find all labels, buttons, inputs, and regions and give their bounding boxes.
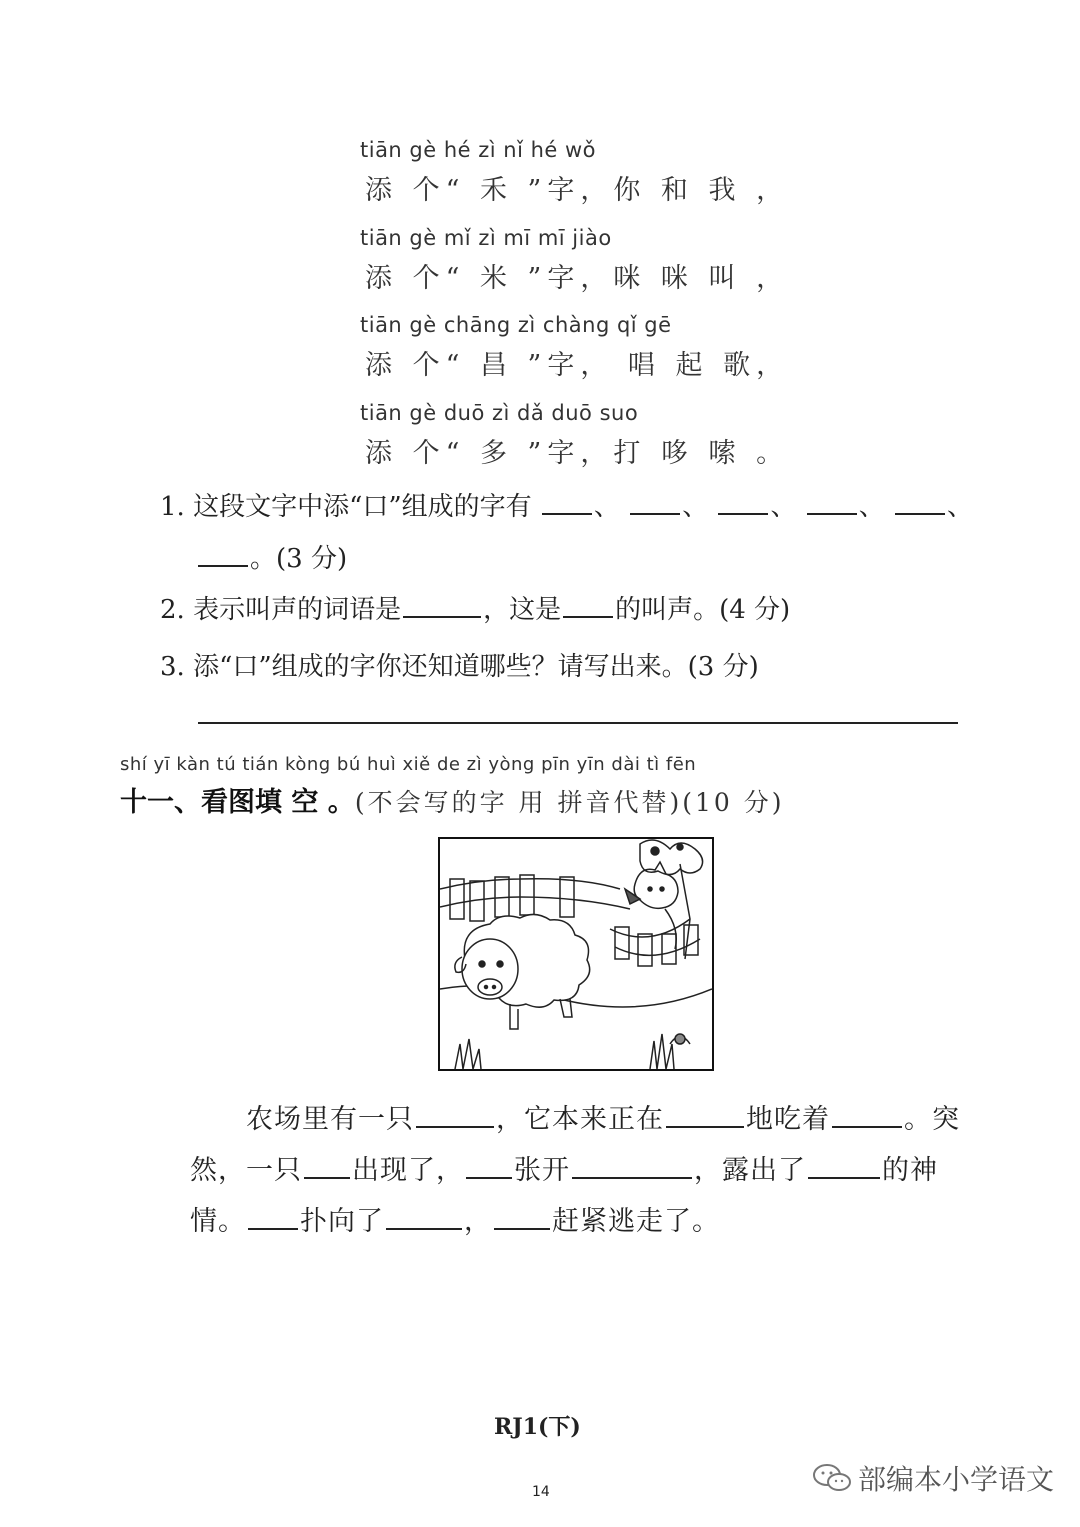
poem-line-4-text: 添 个“ 多 ”字，打 哆 嗦 。 — [365, 438, 790, 469]
answer-blank[interactable] — [572, 1153, 692, 1179]
illustration-svg — [440, 839, 712, 1069]
answer-blank[interactable] — [630, 489, 680, 515]
answer-blank[interactable] — [807, 489, 857, 515]
question-2-text: 2. 表示叫声的词语是 — [160, 595, 402, 625]
question-1-text: 1. 这段文字中添“口”组成的字有 — [160, 492, 532, 522]
question-1-cont — [196, 538, 347, 575]
separator: 、 — [593, 492, 620, 522]
answer-blank[interactable] — [494, 1204, 550, 1230]
paragraph-text: 的神 — [882, 1155, 938, 1186]
poem-line-3-text: 添 个“ 昌 ”字， 唱 起 歌， — [365, 350, 790, 381]
question-1 — [160, 486, 973, 523]
poem-line-3-pinyin: tiān gè chāng zì chàng qǐ gē — [360, 313, 672, 337]
section-11-title: 十一、看图填 空 。 — [120, 787, 355, 818]
separator: 、 — [947, 492, 974, 522]
paragraph-text: 赶紧逃走了。 — [552, 1206, 720, 1237]
answer-blank[interactable] — [386, 1204, 462, 1230]
paragraph-text: 出现了， — [352, 1155, 464, 1186]
separator: 、 — [858, 492, 885, 522]
paragraph-text: 农场里有一只 — [246, 1104, 414, 1135]
section-11-pinyin: shí yī kàn tú tián kòng bú huì xiě de zì yòng pīn yīn dài tì fēn — [120, 754, 697, 775]
answer-blank[interactable] — [718, 489, 768, 515]
answer-blank[interactable] — [666, 1102, 744, 1128]
paragraph-text: 扑向了 — [300, 1206, 384, 1237]
paragraph-text: 情。 — [190, 1206, 246, 1237]
answer-blank[interactable] — [248, 1204, 298, 1230]
answer-blank[interactable] — [895, 489, 945, 515]
question-2 — [160, 589, 790, 626]
poem-line-4-pinyin: tiān gè duō zì dǎ duō suo — [360, 401, 639, 425]
question-3: 3. 添“口”组成的字你还知道哪些？请写出来。(3 分) — [160, 652, 759, 682]
poem-line-1-pinyin: tiān gè hé zì nǐ hé wǒ — [360, 138, 597, 162]
separator: 、 — [682, 492, 709, 522]
answer-blank[interactable] — [403, 592, 481, 618]
paragraph-line-1 — [246, 1097, 960, 1136]
paragraph-text: ，它本来正在 — [496, 1104, 664, 1135]
paragraph-line-2 — [190, 1148, 938, 1187]
chat-icon — [812, 1462, 852, 1494]
paragraph-text: 地吃着 — [746, 1104, 830, 1135]
separator: 、 — [770, 492, 797, 522]
answer-line[interactable] — [198, 722, 958, 724]
section-11-subtitle: (不会写的字 用 拼音代替)(10 分) — [354, 788, 785, 817]
footer-code: RJ1(下) — [494, 1414, 581, 1440]
answer-blank[interactable] — [563, 592, 613, 618]
poem-line-1-text: 添 个“ 禾 ”字，你 和 我 ， — [365, 175, 790, 206]
answer-blank[interactable] — [416, 1102, 494, 1128]
paragraph-text: 然，一只 — [190, 1155, 302, 1186]
answer-blank[interactable] — [304, 1153, 350, 1179]
paragraph-text: 张开 — [514, 1155, 570, 1186]
paragraph-line-3 — [190, 1199, 720, 1238]
poem-line-2-text: 添 个“ 米 ”字，咪 咪 叫 ， — [365, 263, 790, 294]
paragraph-text: 。突 — [904, 1104, 960, 1135]
answer-blank[interactable] — [466, 1153, 512, 1179]
watermark — [812, 1458, 1054, 1498]
question-2-text: 的叫声。(4 分) — [615, 595, 791, 625]
answer-blank[interactable] — [198, 541, 248, 567]
page-number: 14 — [532, 1484, 550, 1500]
answer-blank[interactable] — [832, 1102, 902, 1128]
paragraph-text: ，露出了 — [694, 1155, 806, 1186]
paragraph-text: ， — [464, 1206, 492, 1237]
sheep-wolf-illustration — [438, 837, 714, 1071]
question-2-text: ，这是 — [483, 595, 562, 625]
answer-blank[interactable] — [542, 489, 592, 515]
answer-blank[interactable] — [808, 1153, 880, 1179]
poem-line-2-pinyin: tiān gè mǐ zì mī mī jiào — [360, 226, 612, 250]
section-11-heading — [120, 780, 784, 819]
watermark-text: 部编本小学语文 — [858, 1463, 1055, 1496]
question-1-score: 。(3 分) — [250, 544, 348, 574]
